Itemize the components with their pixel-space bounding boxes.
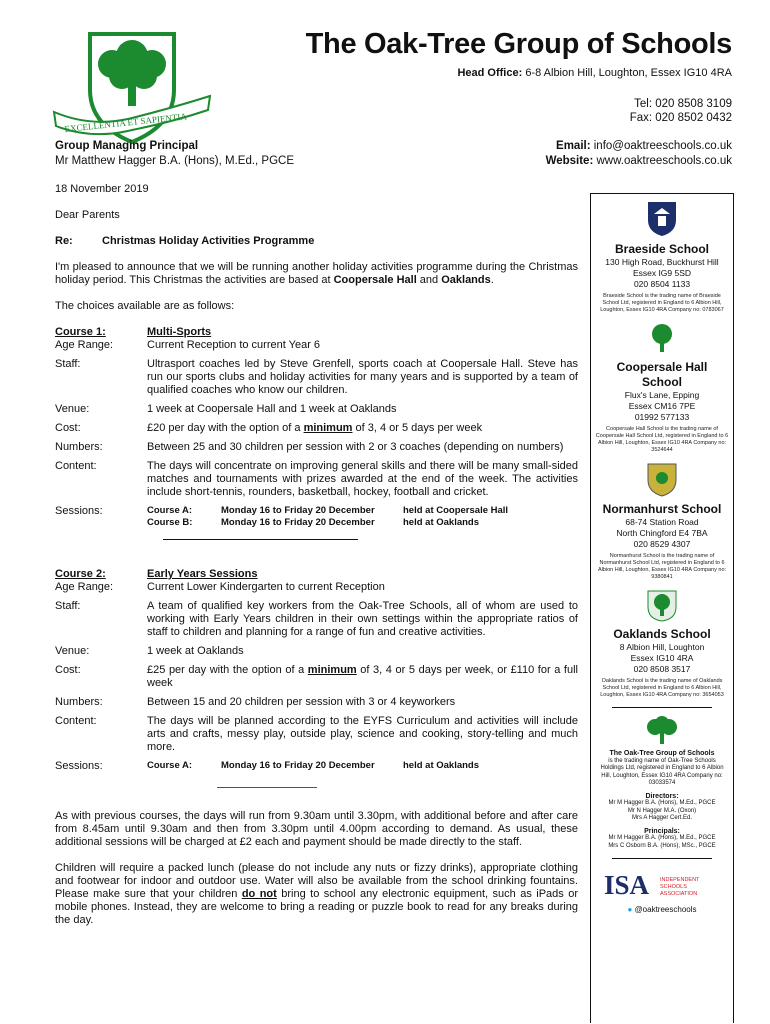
school-oaklands <box>591 589 733 699</box>
principal-name: Mr Matthew Hagger B.A. (Hons), M.Ed., PGCE <box>55 155 295 167</box>
phone-fax <box>630 97 732 125</box>
school-phone: 01992 577133 <box>634 412 690 422</box>
braeside-badge-icon <box>644 200 680 238</box>
school-name: Oaklands School <box>613 627 711 641</box>
course1-label: Course 1: <box>55 326 106 338</box>
course1-staff-label: Staff: <box>55 358 81 370</box>
course-1 <box>55 326 578 529</box>
course2-staff: A team of qualified key workers from the Oak-Tree Schools, all of whom are used to working with Early Years children in their own settings within the appropriate ratios of staff to children and planning for a range of fun and creative activities. <box>147 600 578 638</box>
tel: Tel: 020 8508 3109 <box>634 98 732 110</box>
school-address: Essex CM16 7PE <box>628 401 696 411</box>
course1-age-label: Age Range: <box>55 339 114 351</box>
course1-numbers: Between 25 and 30 children per session with 2 or 3 coaches (depending on numbers) <box>147 441 564 453</box>
sidebar-divider <box>612 858 712 859</box>
course-2 <box>55 568 578 773</box>
director: Mr M Hagger B.A. (Hons), M.Ed., PGCE <box>608 800 716 806</box>
group-info <box>591 750 733 850</box>
svg-text:ASSOCIATION: ASSOCIATION <box>660 891 698 897</box>
oak-tree-icon <box>642 716 682 746</box>
course2-venue-label: Venue: <box>55 645 90 657</box>
course1-content-label: Content: <box>55 460 97 472</box>
re-subject: Christmas Holiday Activities Programme <box>102 235 315 247</box>
coopersale-tree-icon <box>645 322 679 356</box>
oak-tree-crest-logo <box>52 30 212 148</box>
school-address: Essex IG9 5SD <box>632 268 692 278</box>
choices-line: The choices available are as follows: <box>55 300 235 312</box>
email-label: Email: <box>556 140 591 152</box>
course2-age: Current Lower Kindergarten to current Reception <box>147 581 385 593</box>
school-legal: Normanhurst School is the trading name of Normanhurst School Ltd, registered in England to 6 Albion Hill, Loughton, Essex IG10 4RA Company no: 9380841 <box>597 553 727 580</box>
school-legal: Braeside School is the trading name of Braeside School Ltd, registered in England to 6 Albion Hill, Loughton, Essex IG10 4RA Company no: 0783067 <box>600 293 724 313</box>
course1-numbers-label: Numbers: <box>55 441 103 453</box>
letter-date: 18 November 2019 <box>55 183 149 195</box>
course2-venue: 1 week at Oaklands <box>147 645 244 657</box>
twitter-text: @oaktreeschools <box>634 905 697 914</box>
re-label: Re: <box>55 235 73 247</box>
page-title: The Oak-Tree Group of Schools <box>305 28 732 60</box>
sidebar-divider <box>612 707 712 708</box>
course2-sessions: Course A: Monday 16 to Friday 20 December held at Oaklands <box>147 760 480 771</box>
school-address: Essex IG10 4RA <box>630 653 694 663</box>
course2-cost: £25 per day with the option of a minimum of 3, 4 or 5 days per week, or £110 for a full week <box>147 664 578 689</box>
course1-sessions-label: Sessions: <box>55 505 103 517</box>
school-address: Flux's Lane, Epping <box>624 390 700 400</box>
website-label: Website: <box>545 155 594 167</box>
emphasis-do-not: do not <box>241 888 277 900</box>
svg-text:SCHOOLS: SCHOOLS <box>660 884 687 890</box>
course2-cost-label: Cost: <box>55 664 81 676</box>
intro-paragraph: I'm pleased to announce that we will be running another holiday activities programme during the Christmas holiday period. This Christmas the activities are based at Coopersale Hall and Oaklands. <box>55 261 578 286</box>
svg-text:ISA: ISA <box>604 870 650 900</box>
contact-info <box>546 139 732 169</box>
course1-age: Current Reception to current Year 6 <box>147 339 321 351</box>
letter-body <box>55 183 578 927</box>
course2-title: Early Years Sessions <box>147 568 258 580</box>
principals-label: Principals: <box>644 827 680 835</box>
intro-loc1: Coopersale Hall <box>333 274 417 286</box>
school-phone: 020 8504 1133 <box>633 279 691 289</box>
isa-logo <box>600 867 724 901</box>
school-address: 8 Albion Hill, Loughton <box>619 642 705 652</box>
group-title: The Oak-Tree Group of Schools <box>609 750 715 757</box>
course1-staff: Ultrasport coaches led by Steve Grenfell, sports coach at Coopersale Hall. Steve has run our sports clubs and holiday activities for many years and is supported by a team of qualified coaches who know our children. <box>147 358 578 396</box>
director: Mrs A Hagger Cert.Ed. <box>631 815 693 821</box>
director: Mr N Hagger M.A. (Oxon) <box>627 807 697 814</box>
course1-cost-label: Cost: <box>55 422 81 434</box>
schools-sidebar <box>590 193 734 1023</box>
school-address: North Chingford E4 7BA <box>616 528 708 538</box>
principal: Mrs C Osborn B.A. (Hons), MSc., PGCE <box>608 842 716 849</box>
head-office-address: 6-8 Albion Hill, Loughton, Essex IG10 4RA <box>525 67 732 79</box>
paragraph-lunch: Children will require a packed lunch (please do not include any nuts or fizzy drinks), appropriate clothing and footwear for indoor and outdoor use. Water will also be available from the school drinking fountains. Please make sure that your children do not bring to school any electronic equipment, such as iPads or mobile phones. Instead, they are welcome to bring a reading or puzzle book to read for any breaks during the day. <box>55 862 578 926</box>
course2-numbers-label: Numbers: <box>55 696 103 708</box>
school-name: Normanhurst School <box>602 502 722 516</box>
website-link[interactable]: www.oaktreeschools.co.uk <box>596 155 732 167</box>
course2-label: Course 2: <box>55 568 106 580</box>
course2-content: The days will be planned according to the EYFS Curriculum and activities will include arts and crafts, messy play, outside play, science and cooking, story-telling and much more. <box>147 715 578 753</box>
logo-motto: EXCELLENTIA ET SAPIENTIA <box>64 111 188 135</box>
twitter-handle[interactable] <box>591 905 733 914</box>
school-address: 68-74 Station Road <box>625 517 699 527</box>
course2-staff-label: Staff: <box>55 600 81 612</box>
course1-venue: 1 week at Coopersale Hall and 1 week at Oaklands <box>147 403 397 415</box>
section-divider <box>163 539 358 540</box>
course2-numbers: Between 15 and 20 children per session with 3 or 4 keyworkers <box>147 696 456 708</box>
directors-label: Directors: <box>645 792 679 800</box>
school-legal: Oaklands School is the trading name of Oaklands School Ltd, registered in England to 6 Albion Hill, Loughton, Essex IG10 4RA Company no: 3654053 <box>600 678 724 698</box>
group-principal <box>55 139 294 169</box>
school-coopersale <box>591 322 733 454</box>
group-legal: is the trading name of Oak-Tree Schools Holdings Ltd, registered in England to 6 Albion Hill, Loughton, Essex IG10 4RA Company no: 03033574 <box>600 757 724 786</box>
school-phone: 020 8529 4307 <box>633 539 691 549</box>
salutation: Dear Parents <box>55 209 120 221</box>
email-link[interactable]: info@oaktreeschools.co.uk <box>593 140 732 152</box>
head-office-label: Head Office: <box>457 67 523 79</box>
course1-title: Multi-Sports <box>147 326 212 338</box>
course2-sessions-label: Sessions: <box>55 760 103 772</box>
normanhurst-shield-icon <box>645 462 679 498</box>
course1-content: The days will concentrate on improving general skills and there will be many small-sided matches and tournaments with prizes awarded at the end of the week. The activities include short-tennis, rounders, basketball, hockey, football and cricket. <box>147 460 578 498</box>
school-name: Coopersale Hall School <box>616 360 708 389</box>
head-office <box>457 67 732 79</box>
school-legal: Coopersale Hall School is the trading name of Coopersale Hall School Ltd, registered in England to 6 Albion Hill, Loughton, Essex IG10 4RA Company no: 3524644 <box>595 426 729 453</box>
school-address: 130 High Road, Buckhurst Hill <box>605 257 719 267</box>
course1-venue-label: Venue: <box>55 403 90 415</box>
principal: Mr M Hagger B.A. (Hons), M.Ed., PGCE <box>608 835 716 841</box>
principal-title: Group Managing Principal <box>55 140 199 152</box>
section-divider <box>217 787 317 788</box>
fax: Fax: 020 8502 0432 <box>629 112 732 124</box>
school-normanhurst <box>591 462 733 581</box>
subject-line <box>55 235 578 248</box>
paragraph-times: As with previous courses, the days will run from 9.30am until 3.30pm, with additional before and after care from 8.45am until 9.30am and then from 3.30pm until 4.00pm according to demand. As usual, these additional sessions will be charged at £2 each and payment should be made directly to the staff. <box>55 810 578 848</box>
oaklands-tree-icon <box>645 589 679 623</box>
intro-loc2: Oaklands <box>441 274 491 286</box>
course1-sessions: Course A: Monday 16 to Friday 20 December held at Coopersale Hall Course B: Monday 16 to Friday 20 December held at Oaklands <box>147 505 509 528</box>
course2-age-label: Age Range: <box>55 581 114 593</box>
course1-cost: £20 per day with the option of a minimum of 3, 4 or 5 days per week <box>147 422 483 434</box>
school-name: Braeside School <box>614 242 710 256</box>
school-phone: 020 8508 3517 <box>633 664 691 674</box>
course2-content-label: Content: <box>55 715 97 727</box>
twitter-icon: ● <box>627 905 633 914</box>
svg-text:INDEPENDENT: INDEPENDENT <box>660 877 700 883</box>
school-braeside <box>591 200 733 314</box>
